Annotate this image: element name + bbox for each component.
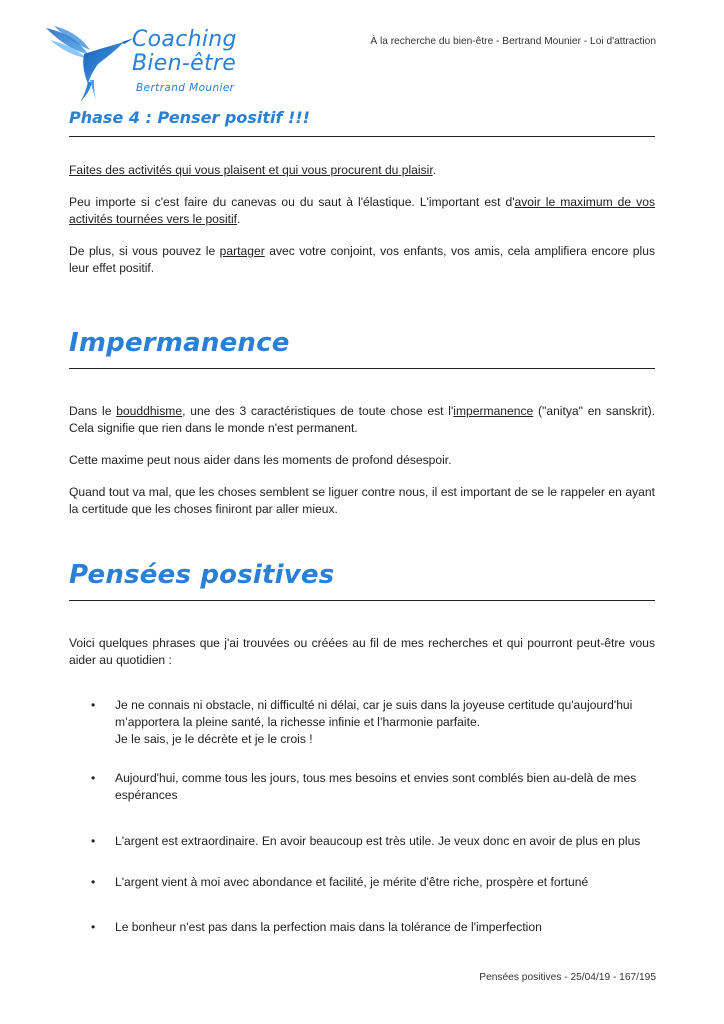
phase4-paragraph-3 bbox=[69, 243, 655, 277]
impermanence-p1-c: ("anitya" en sanskrit). Cela signifie que rien dans le monde n'est permanent. bbox=[69, 404, 655, 435]
list-bullet: • bbox=[91, 920, 96, 934]
page-header bbox=[0, 0, 724, 110]
phase4-paragraph-2 bbox=[69, 194, 655, 228]
logo-text-bien-etre: Bien-être bbox=[132, 51, 237, 76]
logo-text-coaching: Coaching bbox=[132, 27, 237, 52]
impermanence-p1-a: Dans le bbox=[69, 404, 117, 418]
phase4-heading: Phase 4 : Penser positif !!! bbox=[69, 108, 310, 127]
phase4-paragraph-1 bbox=[69, 162, 655, 179]
list-item-text: Le bonheur n'est pas dans la perfection mais dans la tolérance de l'imperfection bbox=[115, 920, 542, 934]
list-bullet: • bbox=[91, 771, 96, 785]
list-bullet: • bbox=[91, 834, 96, 848]
list-bullet: • bbox=[91, 875, 96, 889]
list-item-text: Aujourd'hui, comme tous les jours, tous mes besoins et envies sont comblés bien au-delà de mes espérances bbox=[115, 771, 637, 802]
phase4-p1-underlined: Faites des activités qui vous plaisent et qui vous procurent du plaisir bbox=[69, 163, 433, 177]
header-running-title: À la recherche du bien-être - Bertrand Mounier - Loi d'attraction bbox=[370, 36, 656, 47]
phase4-p1-end: . bbox=[432, 163, 437, 177]
list-item-text: L'argent vient à moi avec abondance et facilité, je mérite d'être riche, prospère et fortuné bbox=[115, 875, 589, 889]
phase4-rule bbox=[69, 136, 655, 137]
list-item bbox=[115, 874, 655, 891]
list-item-text-line2: Je le sais, je le décrète et je le crois ! bbox=[115, 732, 313, 746]
hummingbird-icon bbox=[44, 24, 134, 102]
phase4-p2-start: Peu importe si c'est faire du canevas ou du saut à l'élastique. L'important est d' bbox=[69, 195, 515, 209]
list-bullet: • bbox=[91, 698, 96, 712]
list-item-text: L'argent est extraordinaire. En avoir beaucoup est très utile. Je veux donc en avoir de plus en plus bbox=[115, 834, 641, 848]
phase4-p3-underlined: partager bbox=[219, 244, 265, 258]
impermanence-p1-b: , une des 3 caractéristiques de toute chose est l' bbox=[182, 404, 454, 418]
pensees-rule bbox=[69, 600, 655, 601]
impermanence-p1-underlined-2: impermanence bbox=[453, 404, 534, 418]
impermanence-paragraph-2: Cette maxime peut nous aider dans les moments de profond désespoir. bbox=[69, 453, 452, 467]
list-item bbox=[115, 919, 655, 936]
list-item-text: Je ne connais ni obstacle, ni difficulté ni délai, car je suis dans la joyeuse certitude qu'aujourd'hui m’apportera la pleine santé, la richesse infinie et l’harmonie parfaite. bbox=[115, 698, 633, 729]
impermanence-p1-underlined-1: bouddhisme bbox=[116, 404, 183, 418]
list-item bbox=[115, 697, 655, 748]
phase4-p3-end: avec votre conjoint, vos enfants, vos amis, cela amplifiera encore plus leur effet positif. bbox=[69, 244, 655, 275]
impermanence-heading: Impermanence bbox=[69, 328, 290, 358]
impermanence-rule bbox=[69, 368, 655, 369]
phase4-p2-underlined: avoir le maximum de vos activités tournées vers le positif bbox=[69, 195, 655, 226]
list-item bbox=[115, 833, 655, 850]
page-footer: Pensées positives - 25/04/19 - 167/195 bbox=[479, 972, 656, 983]
logo bbox=[44, 24, 254, 104]
phase4-p2-end: . bbox=[237, 212, 241, 226]
list-item bbox=[115, 770, 655, 804]
pensees-intro: Voici quelques phrases que j'ai trouvées ou créées au fil de mes recherches et qui pourront peut-être vous aider au quotidien : bbox=[69, 636, 655, 667]
logo-text-author: Bertrand Mounier bbox=[136, 82, 235, 94]
pensees-heading: Pensées positives bbox=[69, 560, 335, 590]
impermanence-paragraph-1 bbox=[69, 403, 655, 437]
phase4-p3-start: De plus, si vous pouvez le bbox=[69, 244, 220, 258]
impermanence-paragraph-3: Quand tout va mal, que les choses semblent se liguer contre nous, il est important de se le rappeler en ayant la certitude que les choses finiront par aller mieux. bbox=[69, 485, 655, 516]
